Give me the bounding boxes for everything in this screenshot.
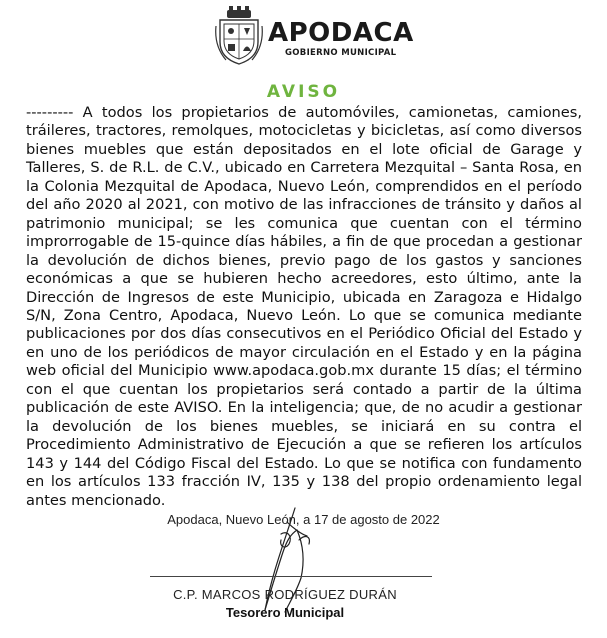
place-date: Apodaca, Nuevo León, a 17 de agosto de 2022 — [167, 512, 440, 527]
signer-title: Tesorero Municipal — [225, 605, 345, 620]
signer-name: C.P. MARCOS RODRÍGUEZ DURÁN — [173, 587, 397, 602]
letterhead — [0, 6, 607, 68]
handwritten-signature — [225, 500, 365, 620]
municipal-coat-of-arms-icon — [214, 6, 264, 66]
brand — [268, 20, 414, 58]
brand-name: APODACA — [268, 18, 414, 48]
signature-line — [150, 576, 432, 577]
notice-title: AVISO — [266, 82, 341, 102]
brand-subtitle: GOBIERNO MUNICIPAL — [285, 48, 397, 58]
notice-body: --------- A todos los propietarios de automóviles, camionetas, camiones, tráileres, tractores, remolques, motocicletas y bicicletas, así como diversos bienes muebles que están depositados en el lote oficial de Garage y Talleres, S. de R.L. de C.V., ubicado en Carretera Mezquital – Santa Rosa, en la Colonia Mezquital de Apodaca, Nuevo León, comprendidos en el período del año 2020 al 2021, con motivo de las infracciones de tránsito y daños al patrimonio municipal; se les comunica que cuentan con el término improrrogable de 15-quince días hábiles, a fin de que procedan a gestionar la devolución de dichos bienes, previo pago de los gastos y sanciones económicas a que se hubieren hecho acreedores, esto último, ante la Dirección de Ingresos de este Municipio, ubicada en Zaragoza e Hidalgo S/N, Zona Centro, Apodaca, Nuevo León. Lo que se comunica mediante publicaciones por dos días consecutivos en el Periódico Oficial del Estado y en uno de los periódicos de mayor circulación en el Estado y en la página web oficial del Municipio www.apodaca.gob.mx durante 15 días; el término con el que cuentan los propietarios será contado a partir de la última publicación de este AVISO. En la inteligencia; que, de no acudir a gestionar la devolución de los bienes muebles, se iniciará en su contra el Procedimiento Administrativo de Ejecución a que se refieren los artículos 143 y 144 del Código Fiscal del Estado. Lo que se notifica con fundamento en los artículos 133 fracción IV, 135 y 138 del propio ordenamiento legal antes mencionado. — [26, 104, 582, 509]
